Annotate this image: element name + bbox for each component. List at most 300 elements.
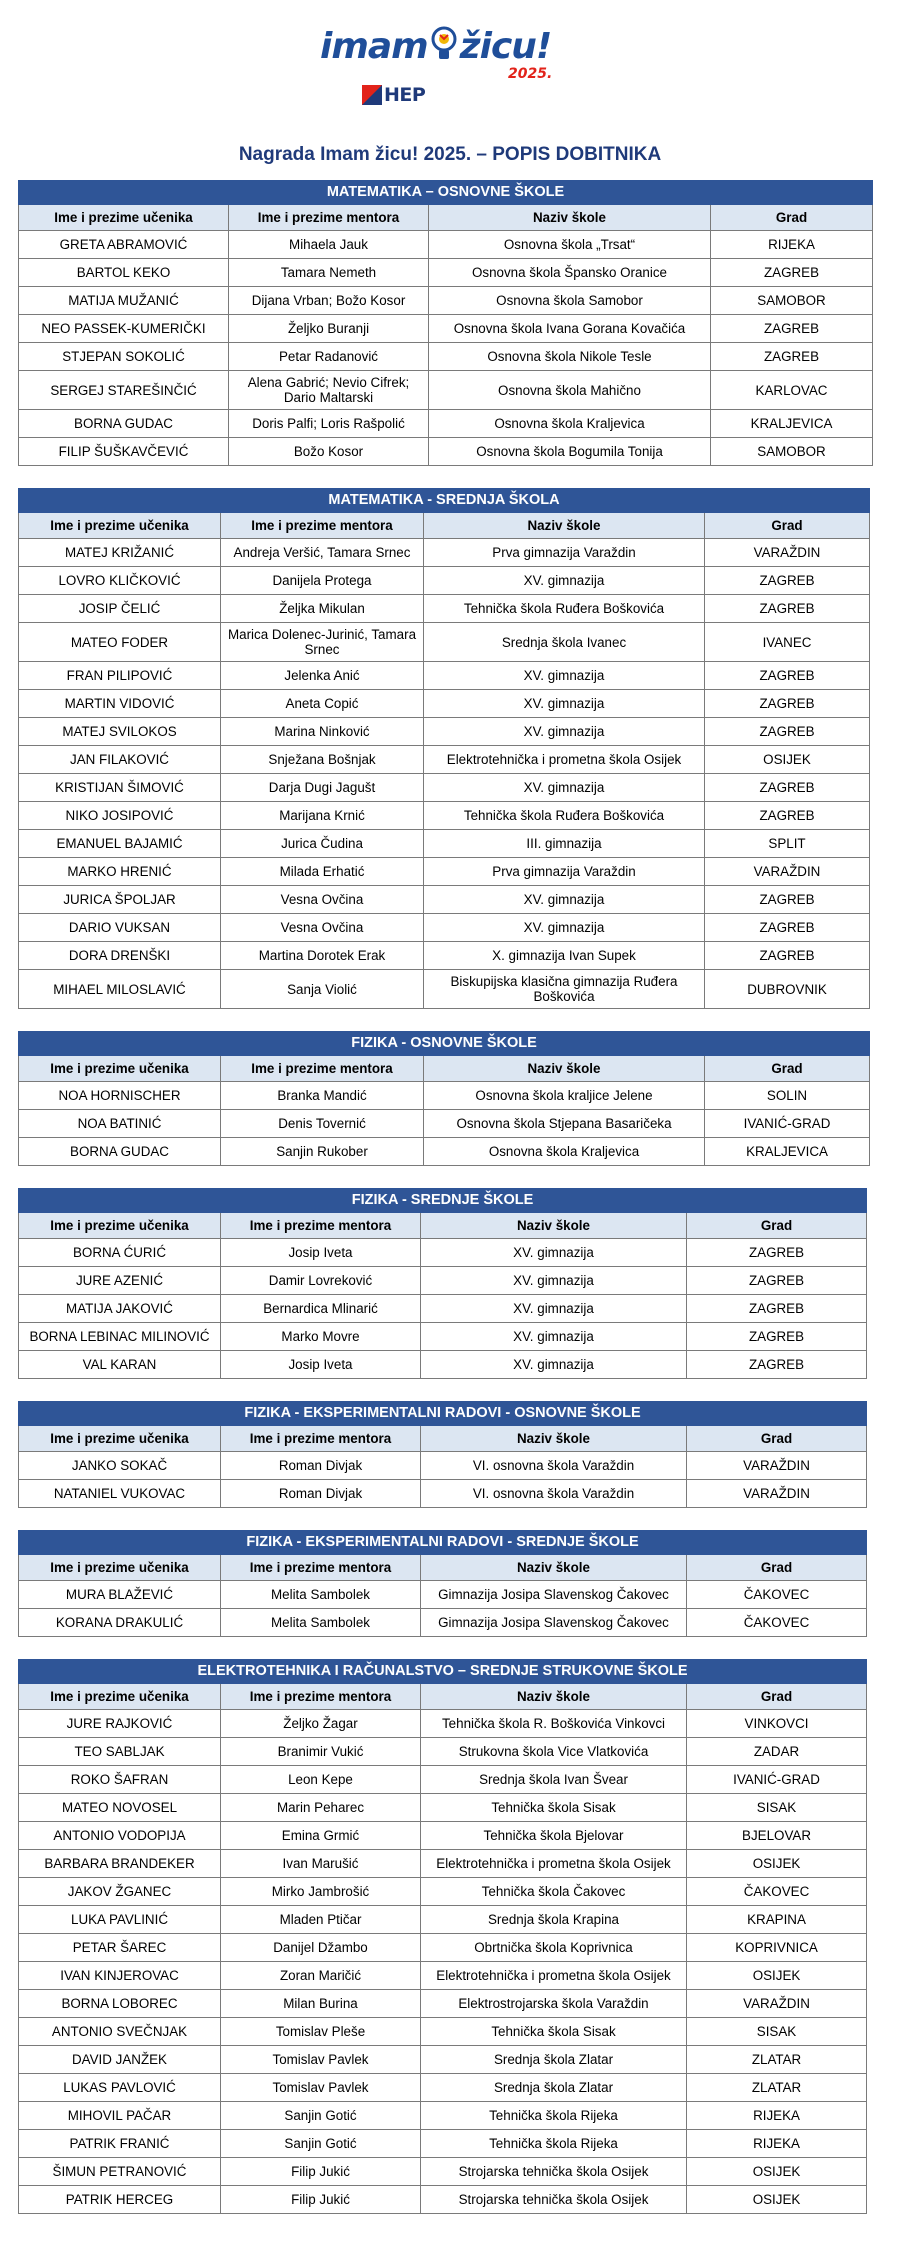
table-row xyxy=(19,623,870,662)
hep-mark-icon xyxy=(362,85,382,105)
student-name: NOA BATINIĆ xyxy=(19,1110,221,1138)
student-name: BORNA GUDAC xyxy=(19,1138,221,1166)
section-table xyxy=(18,1401,867,1508)
student-name: TEO SABLJAK xyxy=(19,1738,221,1766)
mentor-name: Denis Tovernić xyxy=(221,1110,424,1138)
table-row xyxy=(19,259,873,287)
mentor-name: Tomislav Pavlek xyxy=(221,2046,421,2074)
school-name: XV. gimnazija xyxy=(421,1239,687,1267)
mentor-name: Melita Sambolek xyxy=(221,1581,421,1609)
student-column-header: Ime i prezime učenika xyxy=(19,1056,221,1082)
school-column-header: Naziv škole xyxy=(424,1056,705,1082)
table-row xyxy=(19,1581,867,1609)
student-name: JOSIP ČELIĆ xyxy=(19,595,221,623)
school-column-header: Naziv škole xyxy=(421,1426,687,1452)
student-name: PETAR ŠAREC xyxy=(19,1934,221,1962)
column-header-row xyxy=(19,1555,867,1581)
logo-text-part1: imam xyxy=(320,26,428,67)
student-name: MATIJA MUŽANIĆ xyxy=(19,287,229,315)
student-name: MATEJ SVILOKOS xyxy=(19,718,221,746)
city: OSIJEK xyxy=(687,1850,867,1878)
mentor-name: Milan Burina xyxy=(221,1990,421,2018)
student-name: MIHAEL MILOSLAVIĆ xyxy=(19,970,221,1009)
mentor-name: Tomislav Pleše xyxy=(221,2018,421,2046)
school-name: Tehnička škola Rijeka xyxy=(421,2102,687,2130)
table-row xyxy=(19,315,873,343)
city: ZLATAR xyxy=(687,2046,867,2074)
table-row xyxy=(19,1110,870,1138)
student-name: LOVRO KLIČKOVIĆ xyxy=(19,567,221,595)
imam-zicu-logo xyxy=(318,8,588,112)
mentor-name: Sanjin Rukober xyxy=(221,1138,424,1166)
city: KRALJEVICA xyxy=(711,410,873,438)
student-name: MARTIN VIDOVIĆ xyxy=(19,690,221,718)
student-name: JAKOV ŽGANEC xyxy=(19,1878,221,1906)
school-name: Osnovna škola Kraljevica xyxy=(424,1138,705,1166)
mentor-name: Tamara Nemeth xyxy=(229,259,429,287)
student-name: IVAN KINJEROVAC xyxy=(19,1962,221,1990)
table-row xyxy=(19,371,873,410)
student-name: JURE RAJKOVIĆ xyxy=(19,1710,221,1738)
school-name: III. gimnazija xyxy=(424,830,705,858)
school-name: VI. osnovna škola Varaždin xyxy=(421,1480,687,1508)
column-header-row xyxy=(19,1426,867,1452)
table-row xyxy=(19,2130,867,2158)
mentor-name: Petar Radanović xyxy=(229,343,429,371)
school-name: Prva gimnazija Varaždin xyxy=(424,539,705,567)
school-name: Osnovna škola Mahično xyxy=(429,371,711,410)
mentor-name: Josip Iveta xyxy=(221,1351,421,1379)
city: ZAGREB xyxy=(687,1267,867,1295)
table-row xyxy=(19,343,873,371)
section-spacer xyxy=(0,466,900,488)
city: IVANIĆ-GRAD xyxy=(687,1766,867,1794)
student-column-header: Ime i prezime učenika xyxy=(19,1426,221,1452)
column-header-row xyxy=(19,205,873,231)
city: ZAGREB xyxy=(687,1351,867,1379)
table-row xyxy=(19,2186,867,2214)
mentor-name: Darja Dugi Jagušt xyxy=(221,774,424,802)
city: ZAGREB xyxy=(687,1239,867,1267)
city: ZAGREB xyxy=(705,662,870,690)
table-row xyxy=(19,2074,867,2102)
logo-wordmark xyxy=(320,24,551,67)
student-name: BORNA LOBOREC xyxy=(19,1990,221,2018)
student-name: PATRIK HERCEG xyxy=(19,2186,221,2214)
student-name: STJEPAN SOKOLIĆ xyxy=(19,343,229,371)
city: ZAGREB xyxy=(705,802,870,830)
school-name: Osnovna škola Špansko Oranice xyxy=(429,259,711,287)
student-name: ŠIMUN PETRANOVIĆ xyxy=(19,2158,221,2186)
school-name: Strojarska tehnička škola Osijek xyxy=(421,2158,687,2186)
mentor-name: Željko Žagar xyxy=(221,1710,421,1738)
school-name: XV. gimnazija xyxy=(424,718,705,746)
student-name: ROKO ŠAFRAN xyxy=(19,1766,221,1794)
section-spacer xyxy=(0,1637,900,1659)
city: DUBROVNIK xyxy=(705,970,870,1009)
student-name: JURICA ŠPOLJAR xyxy=(19,886,221,914)
city: ZLATAR xyxy=(687,2074,867,2102)
school-name: Srednja škola Krapina xyxy=(421,1906,687,1934)
table-row xyxy=(19,1323,867,1351)
mentor-name: Marin Peharec xyxy=(221,1794,421,1822)
city: ČAKOVEC xyxy=(687,1878,867,1906)
column-header-row xyxy=(19,513,870,539)
student-column-header: Ime i prezime učenika xyxy=(19,513,221,539)
table-row xyxy=(19,1138,870,1166)
city: ZAGREB xyxy=(711,315,873,343)
mentor-name: Martina Dorotek Erak xyxy=(221,942,424,970)
city-column-header: Grad xyxy=(687,1555,867,1581)
school-name: Osnovna škola „Trsat“ xyxy=(429,231,711,259)
city: KRAPINA xyxy=(687,1906,867,1934)
school-name: Obrtnička škola Koprivnica xyxy=(421,1934,687,1962)
mentor-name: Filip Jukić xyxy=(221,2186,421,2214)
student-name: DARIO VUKSAN xyxy=(19,914,221,942)
logo-text-part2: žicu! xyxy=(459,26,552,67)
school-name: Srednja škola Ivan Švear xyxy=(421,1766,687,1794)
mentor-column-header: Ime i prezime mentora xyxy=(221,1555,421,1581)
table-row xyxy=(19,1082,870,1110)
school-name: Srednja škola Zlatar xyxy=(421,2046,687,2074)
logo-year: 2025. xyxy=(508,66,553,82)
mentor-name: Sanjin Gotić xyxy=(221,2102,421,2130)
section-table xyxy=(18,1659,867,2214)
student-name: ANTONIO SVEČNJAK xyxy=(19,2018,221,2046)
table-row xyxy=(19,1609,867,1637)
student-name: MARKO HRENIĆ xyxy=(19,858,221,886)
school-name: Strukovna škola Vice Vlatkovića xyxy=(421,1738,687,1766)
mentor-name: Marina Ninković xyxy=(221,718,424,746)
table-row xyxy=(19,438,873,466)
column-header-row xyxy=(19,1213,867,1239)
table-row xyxy=(19,2018,867,2046)
table-row xyxy=(19,1351,867,1379)
table-row xyxy=(19,774,870,802)
student-name: JANKO SOKAČ xyxy=(19,1452,221,1480)
section-spacer xyxy=(0,1379,900,1401)
mentor-name: Milada Erhatić xyxy=(221,858,424,886)
student-column-header: Ime i prezime učenika xyxy=(19,1213,221,1239)
mentor-name: Snježana Bošnjak xyxy=(221,746,424,774)
student-name: MATEO FODER xyxy=(19,623,221,662)
table-row xyxy=(19,2158,867,2186)
school-name: XV. gimnazija xyxy=(424,690,705,718)
city: BJELOVAR xyxy=(687,1822,867,1850)
school-name: X. gimnazija Ivan Supek xyxy=(424,942,705,970)
student-name: MATIJA JAKOVIĆ xyxy=(19,1295,221,1323)
section-title: MATEMATIKA - SREDNJA ŠKOLA xyxy=(19,489,870,513)
mentor-name: Melita Sambolek xyxy=(221,1609,421,1637)
mentor-name: Mladen Ptičar xyxy=(221,1906,421,1934)
school-name: Tehnička škola Sisak xyxy=(421,2018,687,2046)
table-row xyxy=(19,858,870,886)
mentor-name: Marica Dolenec-Jurinić, Tamara Srnec xyxy=(221,623,424,662)
table-row xyxy=(19,830,870,858)
section-spacer xyxy=(0,1009,900,1031)
city: SAMOBOR xyxy=(711,438,873,466)
mentor-name: Vesna Ovčina xyxy=(221,914,424,942)
mentor-name: Josip Iveta xyxy=(221,1239,421,1267)
student-name: FRAN PILIPOVIĆ xyxy=(19,662,221,690)
school-name: VI. osnovna škola Varaždin xyxy=(421,1452,687,1480)
mentor-name: Danijel Džambo xyxy=(221,1934,421,1962)
table-row xyxy=(19,410,873,438)
city: OSIJEK xyxy=(687,1962,867,1990)
table-row xyxy=(19,2102,867,2130)
hep-text: HEP xyxy=(384,84,426,106)
school-name: Tehnička škola R. Boškovića Vinkovci xyxy=(421,1710,687,1738)
table-row xyxy=(19,1878,867,1906)
school-name: Gimnazija Josipa Slavenskog Čakovec xyxy=(421,1581,687,1609)
table-row xyxy=(19,1962,867,1990)
school-column-header: Naziv škole xyxy=(424,513,705,539)
mentor-name: Roman Divjak xyxy=(221,1480,421,1508)
mentor-name: Emina Grmić xyxy=(221,1822,421,1850)
mentor-name: Zoran Maričić xyxy=(221,1962,421,1990)
mentor-name: Alena Gabrić; Nevio Cifrek; Dario Maltarski xyxy=(229,371,429,410)
city: OSIJEK xyxy=(687,2158,867,2186)
school-name: Tehnička škola Ruđera Boškovića xyxy=(424,595,705,623)
table-row xyxy=(19,1738,867,1766)
student-name: KRISTIJAN ŠIMOVIĆ xyxy=(19,774,221,802)
mentor-name: Leon Kepe xyxy=(221,1766,421,1794)
mentor-name: Tomislav Pavlek xyxy=(221,2074,421,2102)
city: VINKOVCI xyxy=(687,1710,867,1738)
city: ZAGREB xyxy=(705,774,870,802)
section-table xyxy=(18,488,870,1009)
table-row xyxy=(19,718,870,746)
student-name: MATEJ KRIŽANIĆ xyxy=(19,539,221,567)
student-name: MATEO NOVOSEL xyxy=(19,1794,221,1822)
mentor-name: Doris Palfi; Loris Rašpolić xyxy=(229,410,429,438)
city: VARAŽDIN xyxy=(687,1480,867,1508)
school-name: XV. gimnazija xyxy=(424,662,705,690)
city: ZAGREB xyxy=(705,886,870,914)
mentor-column-header: Ime i prezime mentora xyxy=(221,513,424,539)
student-name: BORNA ĆURIĆ xyxy=(19,1239,221,1267)
city-column-header: Grad xyxy=(687,1684,867,1710)
student-name: JAN FILAKOVIĆ xyxy=(19,746,221,774)
school-name: Tehnička škola Ruđera Boškovića xyxy=(424,802,705,830)
table-row xyxy=(19,886,870,914)
city: ZAGREB xyxy=(711,259,873,287)
mentor-name: Andreja Veršić, Tamara Srnec xyxy=(221,539,424,567)
student-name: DAVID JANŽEK xyxy=(19,2046,221,2074)
mentor-column-header: Ime i prezime mentora xyxy=(221,1213,421,1239)
city: KARLOVAC xyxy=(711,371,873,410)
city: RIJEKA xyxy=(687,2102,867,2130)
student-name: PATRIK FRANIĆ xyxy=(19,2130,221,2158)
table-row xyxy=(19,1267,867,1295)
mentor-name: Bernardica Mlinarić xyxy=(221,1295,421,1323)
table-row xyxy=(19,914,870,942)
school-name: Gimnazija Josipa Slavenskog Čakovec xyxy=(421,1609,687,1637)
school-name: Tehnička škola Rijeka xyxy=(421,2130,687,2158)
school-name: Elektrotehnička i prometna škola Osijek xyxy=(421,1962,687,1990)
school-column-header: Naziv škole xyxy=(421,1555,687,1581)
city: IVANEC xyxy=(705,623,870,662)
section-spacer xyxy=(0,1508,900,1530)
student-name: ANTONIO VODOPIJA xyxy=(19,1822,221,1850)
table-row xyxy=(19,1480,867,1508)
student-name: NEO PASSEK-KUMERIČKI xyxy=(19,315,229,343)
school-name: Strojarska tehnička škola Osijek xyxy=(421,2186,687,2214)
section-title: ELEKTROTEHNIKA I RAČUNALSTVO – SREDNJE STRUKOVNE ŠKOLE xyxy=(19,1660,867,1684)
school-name: XV. gimnazija xyxy=(424,774,705,802)
mentor-name: Božo Kosor xyxy=(229,438,429,466)
mentor-name: Marijana Krnić xyxy=(221,802,424,830)
city: ZAGREB xyxy=(705,718,870,746)
mentor-name: Jurica Čudina xyxy=(221,830,424,858)
mentor-name: Damir Lovreković xyxy=(221,1267,421,1295)
table-row xyxy=(19,1452,867,1480)
mentor-column-header: Ime i prezime mentora xyxy=(221,1684,421,1710)
city: ZAGREB xyxy=(705,690,870,718)
school-name: Osnovna škola Ivana Gorana Kovačića xyxy=(429,315,711,343)
table-row xyxy=(19,1990,867,2018)
school-name: Osnovna škola Bogumila Tonija xyxy=(429,438,711,466)
student-name: BORNA GUDAC xyxy=(19,410,229,438)
student-name: NATANIEL VUKOVAC xyxy=(19,1480,221,1508)
column-header-row xyxy=(19,1684,867,1710)
student-name: BORNA LEBINAC MILINOVIĆ xyxy=(19,1323,221,1351)
city-column-header: Grad xyxy=(687,1213,867,1239)
city: VARAŽDIN xyxy=(705,539,870,567)
table-row xyxy=(19,942,870,970)
school-name: Osnovna škola Stjepana Basaričeka xyxy=(424,1110,705,1138)
section-table xyxy=(18,1188,867,1379)
city: OSIJEK xyxy=(705,746,870,774)
section-title: MATEMATIKA – OSNOVNE ŠKOLE xyxy=(19,181,873,205)
mentor-name: Jelenka Anić xyxy=(221,662,424,690)
student-name: LUKAS PAVLOVIĆ xyxy=(19,2074,221,2102)
mentor-name: Branka Mandić xyxy=(221,1082,424,1110)
city-column-header: Grad xyxy=(705,1056,870,1082)
section-title: FIZIKA - EKSPERIMENTALNI RADOVI - OSNOVNE ŠKOLE xyxy=(19,1402,867,1426)
school-name: XV. gimnazija xyxy=(421,1267,687,1295)
student-name: GRETA ABRAMOVIĆ xyxy=(19,231,229,259)
mentor-name: Danijela Protega xyxy=(221,567,424,595)
school-name: Srednja škola Zlatar xyxy=(421,2074,687,2102)
student-column-header: Ime i prezime učenika xyxy=(19,205,229,231)
section-spacer xyxy=(0,1166,900,1188)
student-name: DORA DRENŠKI xyxy=(19,942,221,970)
mentor-name: Mihaela Jauk xyxy=(229,231,429,259)
table-row xyxy=(19,1766,867,1794)
table-row xyxy=(19,539,870,567)
student-column-header: Ime i prezime učenika xyxy=(19,1684,221,1710)
city: ZAGREB xyxy=(705,567,870,595)
city: ZAGREB xyxy=(705,595,870,623)
city: KOPRIVNICA xyxy=(687,1934,867,1962)
table-row xyxy=(19,595,870,623)
city: ZADAR xyxy=(687,1738,867,1766)
table-row xyxy=(19,1934,867,1962)
mentor-column-header: Ime i prezime mentora xyxy=(221,1056,424,1082)
school-column-header: Naziv škole xyxy=(429,205,711,231)
student-name: MIHOVIL PAČAR xyxy=(19,2102,221,2130)
student-name: FILIP ŠUŠKAVČEVIĆ xyxy=(19,438,229,466)
city: ZAGREB xyxy=(687,1295,867,1323)
mentor-name: Vesna Ovčina xyxy=(221,886,424,914)
student-name: VAL KARAN xyxy=(19,1351,221,1379)
section-table xyxy=(18,1530,867,1637)
school-name: Tehnička škola Sisak xyxy=(421,1794,687,1822)
city: KRALJEVICA xyxy=(705,1138,870,1166)
table-row xyxy=(19,231,873,259)
city: RIJEKA xyxy=(711,231,873,259)
city: OSIJEK xyxy=(687,2186,867,2214)
hep-logo xyxy=(362,84,425,106)
school-name: XV. gimnazija xyxy=(421,1323,687,1351)
school-name: XV. gimnazija xyxy=(421,1351,687,1379)
city: ZAGREB xyxy=(711,343,873,371)
city: ČAKOVEC xyxy=(687,1609,867,1637)
table-row xyxy=(19,662,870,690)
lightbulb-icon xyxy=(429,24,459,64)
school-name: Biskupijska klasična gimnazija Ruđera Boškovića xyxy=(424,970,705,1009)
section-title: FIZIKA - OSNOVNE ŠKOLE xyxy=(19,1032,870,1056)
table-row xyxy=(19,1906,867,1934)
school-name: Osnovna škola Kraljevica xyxy=(429,410,711,438)
table-row xyxy=(19,1822,867,1850)
column-header-row xyxy=(19,1056,870,1082)
city: RIJEKA xyxy=(687,2130,867,2158)
city: SISAK xyxy=(687,1794,867,1822)
school-name: Elektrostrojarska škola Varaždin xyxy=(421,1990,687,2018)
mentor-name: Željko Buranji xyxy=(229,315,429,343)
mentor-name: Željka Mikulan xyxy=(221,595,424,623)
mentor-name: Aneta Copić xyxy=(221,690,424,718)
city-column-header: Grad xyxy=(687,1426,867,1452)
school-name: Prva gimnazija Varaždin xyxy=(424,858,705,886)
table-row xyxy=(19,567,870,595)
mentor-name: Filip Jukić xyxy=(221,2158,421,2186)
city: ZAGREB xyxy=(705,942,870,970)
section-title: FIZIKA - SREDNJE ŠKOLE xyxy=(19,1189,867,1213)
mentor-name: Marko Movre xyxy=(221,1323,421,1351)
school-name: XV. gimnazija xyxy=(424,914,705,942)
school-name: Osnovna škola kraljice Jelene xyxy=(424,1082,705,1110)
student-name: NOA HORNISCHER xyxy=(19,1082,221,1110)
school-name: Elektrotehnička i prometna škola Osijek xyxy=(424,746,705,774)
city-column-header: Grad xyxy=(711,205,873,231)
table-row xyxy=(19,1710,867,1738)
section-table xyxy=(18,180,873,466)
city: VARAŽDIN xyxy=(687,1452,867,1480)
mentor-column-header: Ime i prezime mentora xyxy=(229,205,429,231)
table-row xyxy=(19,1850,867,1878)
student-name: NIKO JOSIPOVIĆ xyxy=(19,802,221,830)
city-column-header: Grad xyxy=(705,513,870,539)
city: SOLIN xyxy=(705,1082,870,1110)
mentor-name: Roman Divjak xyxy=(221,1452,421,1480)
header xyxy=(0,0,900,130)
mentor-name: Ivan Marušić xyxy=(221,1850,421,1878)
mentor-name: Sanja Violić xyxy=(221,970,424,1009)
school-name: Tehnička škola Čakovec xyxy=(421,1878,687,1906)
school-column-header: Naziv škole xyxy=(421,1213,687,1239)
school-name: XV. gimnazija xyxy=(424,567,705,595)
table-row xyxy=(19,1239,867,1267)
school-name: Srednja škola Ivanec xyxy=(424,623,705,662)
table-row xyxy=(19,802,870,830)
city: VARAŽDIN xyxy=(687,1990,867,2018)
school-name: Osnovna škola Nikole Tesle xyxy=(429,343,711,371)
school-name: XV. gimnazija xyxy=(421,1295,687,1323)
mentor-name: Branimir Vukić xyxy=(221,1738,421,1766)
